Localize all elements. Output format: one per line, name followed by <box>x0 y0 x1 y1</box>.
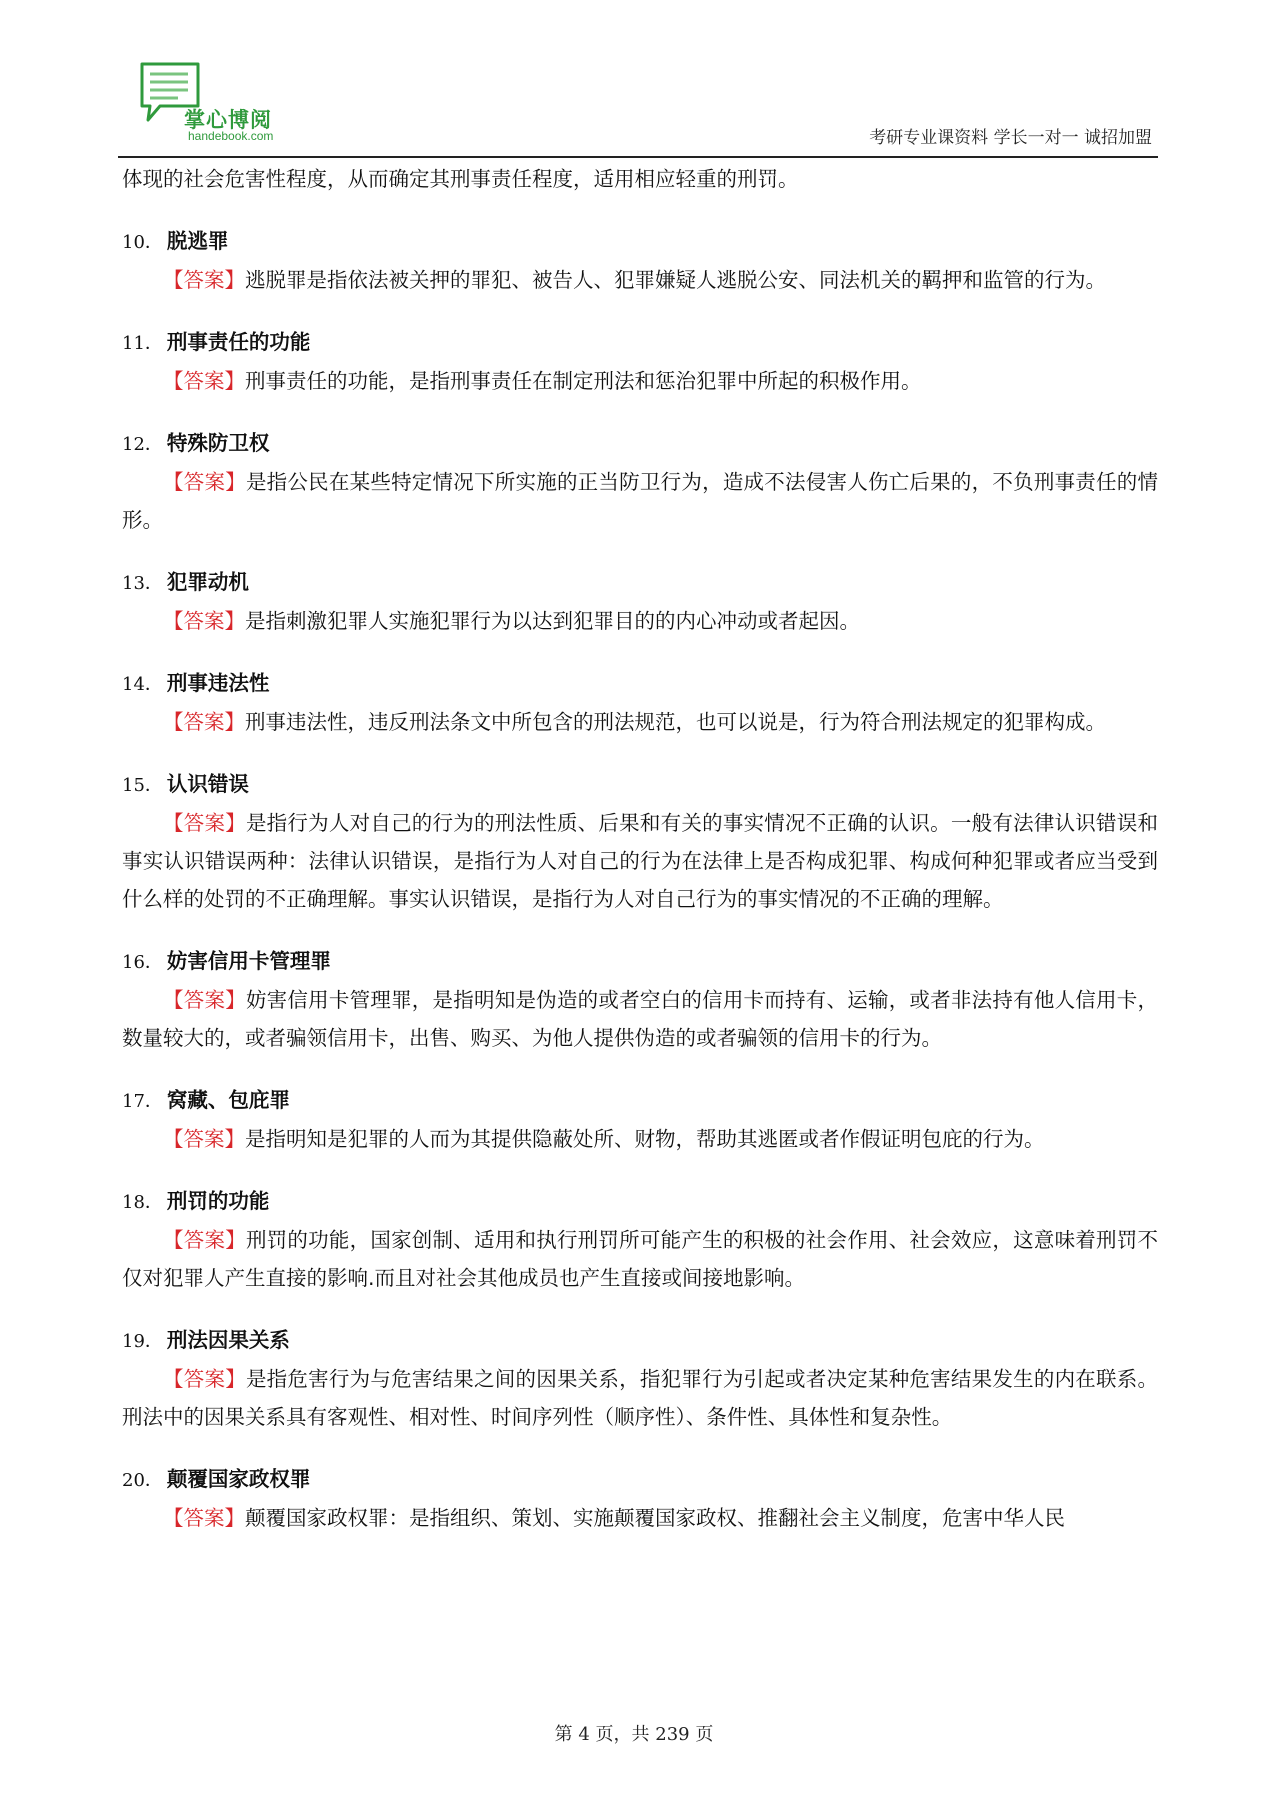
answer-label: 【答案】 <box>163 470 246 494</box>
term-number: 20． <box>122 1470 163 1491</box>
definition-entry <box>122 1322 1158 1436</box>
answer-label: 【答案】 <box>163 268 245 292</box>
answer-paragraph <box>122 703 1158 741</box>
definition-entry <box>122 223 1158 299</box>
term-heading <box>122 1082 1158 1120</box>
page-content <box>122 160 1158 1537</box>
definition-entry <box>122 1461 1158 1537</box>
definition-entry <box>122 425 1158 539</box>
answer-text: 刑事责任的功能，是指刑事责任在制定刑法和惩治犯罪中所起的积极作用。 <box>245 369 922 393</box>
term-name: 颠覆国家政权罪 <box>166 1467 311 1491</box>
definition-entry <box>122 564 1158 640</box>
definition-entry <box>122 943 1158 1057</box>
term-number: 17． <box>122 1091 163 1112</box>
term-name: 刑法因果关系 <box>166 1328 290 1352</box>
term-heading <box>122 943 1158 981</box>
answer-text: 是指公民在某些特定情况下所实施的正当防卫行为，造成不法侵害人伤亡后果的，不负刑事责任的情形。 <box>122 470 1158 532</box>
term-number: 14． <box>122 674 163 695</box>
page-footer: 第 4 页，共 239 页 <box>554 1724 714 1745</box>
term-name: 犯罪动机 <box>166 570 249 594</box>
term-name: 刑事责任的功能 <box>166 330 311 354</box>
term-number: 15． <box>122 775 163 796</box>
answer-label: 【答案】 <box>163 609 245 633</box>
answer-label: 【答案】 <box>163 1127 245 1151</box>
answer-text: 妨害信用卡管理罪，是指明知是伪造的或者空白的信用卡而持有、运输，或者非法持有他人信用卡，数量较大的，或者骗领信用卡，出售、购买、为他人提供伪造的或者骗领的信用卡的行为。 <box>122 988 1158 1050</box>
answer-paragraph <box>122 804 1158 918</box>
definition-entry <box>122 766 1158 918</box>
answer-label: 【答案】 <box>163 369 245 393</box>
answer-label: 【答案】 <box>163 811 246 835</box>
answer-paragraph <box>122 1120 1158 1158</box>
term-name: 刑罚的功能 <box>166 1189 270 1213</box>
answer-text: 逃脱罪是指依法被关押的罪犯、被告人、犯罪嫌疑人逃脱公安、同法机关的羁押和监管的行为。 <box>245 268 1106 292</box>
term-number: 11． <box>122 333 163 354</box>
answer-paragraph <box>122 1221 1158 1297</box>
term-name: 刑事违法性 <box>166 671 270 695</box>
answer-paragraph <box>122 1499 1158 1537</box>
term-heading <box>122 1461 1158 1499</box>
term-name: 妨害信用卡管理罪 <box>166 949 331 973</box>
term-heading <box>122 564 1158 602</box>
term-number: 13． <box>122 573 163 594</box>
term-name: 窝藏、包庇罪 <box>166 1088 290 1112</box>
answer-label: 【答案】 <box>163 1228 246 1252</box>
logo-text: 掌心博阅 <box>184 108 272 132</box>
answer-text: 是指刺激犯罪人实施犯罪行为以达到犯罪目的的内心冲动或者起因。 <box>245 609 860 633</box>
header-tagline: 考研专业课资料 学长一对一 诚招加盟 <box>869 128 1152 148</box>
page-header <box>118 60 1158 158</box>
definition-list <box>122 223 1158 1537</box>
answer-text: 颠覆国家政权罪：是指组织、策划、实施颠覆国家政权、推翻社会主义制度，危害中华人民 <box>245 1506 1065 1530</box>
definition-entry <box>122 1082 1158 1158</box>
answer-text: 刑罚的功能，国家创制、适用和执行刑罚所可能产生的积极的社会作用、社会效应，这意味着刑罚不仅对犯罪人产生直接的影响.而且对社会其他成员也产生直接或间接地影响。 <box>122 1228 1158 1290</box>
answer-paragraph <box>122 463 1158 539</box>
answer-label: 【答案】 <box>163 988 246 1012</box>
term-number: 18． <box>122 1192 163 1213</box>
definition-entry <box>122 1183 1158 1297</box>
definition-entry <box>122 665 1158 741</box>
intro-paragraph: 体现的社会危害性程度，从而确定其刑事责任程度，适用相应轻重的刑罚。 <box>122 167 799 191</box>
answer-paragraph <box>122 362 1158 400</box>
term-number: 10． <box>122 232 163 253</box>
definition-entry <box>122 324 1158 400</box>
answer-text: 刑事违法性，违反刑法条文中所包含的刑法规范，也可以说是，行为符合刑法规定的犯罪构成。 <box>245 710 1106 734</box>
answer-text: 是指危害行为与危害结果之间的因果关系，指犯罪行为引起或者决定某种危害结果发生的内在联系。刑法中的因果关系具有客观性、相对性、时间序列性（顺序性）、条件性、具体性和复杂性。 <box>122 1367 1158 1429</box>
term-heading <box>122 665 1158 703</box>
answer-label: 【答案】 <box>163 710 245 734</box>
term-name: 特殊防卫权 <box>166 431 270 455</box>
answer-paragraph <box>122 602 1158 640</box>
answer-paragraph <box>122 981 1158 1057</box>
term-number: 12． <box>122 434 163 455</box>
term-heading <box>122 425 1158 463</box>
term-number: 16． <box>122 952 163 973</box>
term-heading <box>122 1322 1158 1360</box>
term-number: 19． <box>122 1331 163 1352</box>
answer-paragraph <box>122 1360 1158 1436</box>
term-heading <box>122 1183 1158 1221</box>
answer-label: 【答案】 <box>163 1367 246 1391</box>
term-name: 脱逃罪 <box>166 229 229 253</box>
answer-text: 是指明知是犯罪的人而为其提供隐蔽处所、财物，帮助其逃匿或者作假证明包庇的行为。 <box>245 1127 1045 1151</box>
term-heading <box>122 766 1158 804</box>
answer-text: 是指行为人对自己的行为的刑法性质、后果和有关的事实情况不正确的认识。一般有法律认识错误和事实认识错误两种：法律认识错误，是指行为人对自己的行为在法律上是否构成犯罪、构成何种犯罪或者应当受到什么样的处罚的不正确理解。事实认识错误，是指行为人对自己行为的事实情况的不正确的理解。 <box>122 811 1158 911</box>
logo-url-text: handebook.com <box>188 129 274 143</box>
term-heading <box>122 324 1158 362</box>
term-heading <box>122 223 1158 261</box>
term-name: 认识错误 <box>166 772 249 796</box>
answer-label: 【答案】 <box>163 1506 245 1530</box>
handebook-logo <box>138 60 328 150</box>
answer-paragraph <box>122 261 1158 299</box>
